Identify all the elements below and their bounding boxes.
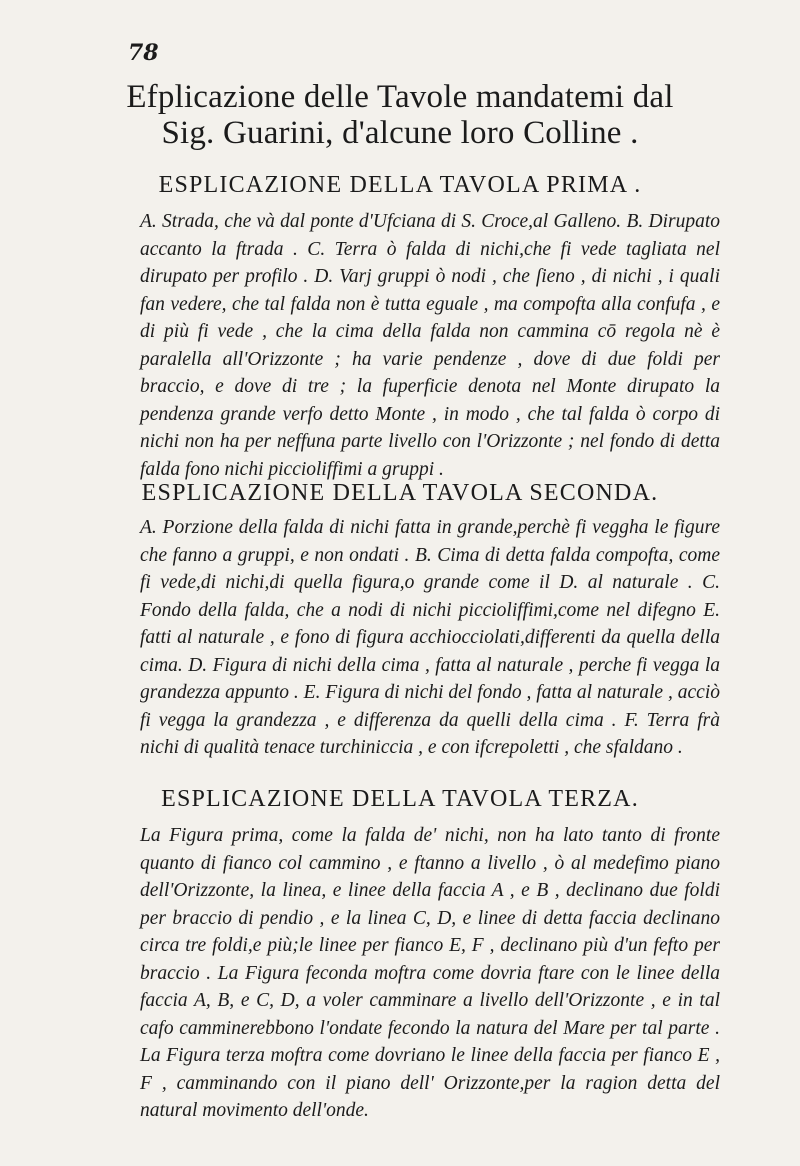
page-number: 78 [128, 40, 159, 66]
section-text-prima: A. Strada, che và dal ponte d'Ufciana di S. Croce,al Galleno. B. Dirupato accanto la ftrada . C. Terra ò falda di nichi,che fi vede tagliata nel dirupato per profilo . D. Varj gruppi ò nodi , che ſieno , di nichi , i quali fan vedere, che tal falda non è tutta eguale , ma compofta alla confufa , e di più fi vede , che la cima della falda non cammina cō regola nè è paralella all'Orizzonte ; ha varie pendenze , dove di due foldi per braccio, e dove di tre ; la fuperficie denota nel Monte dirupato la pendenza grande verfo detto Monte , in modo , che tal falda ò corpo di nichi non ha per neffuna parte livello con l'Orizzonte ; nel fondo di detta falda fono nichi piccioliffimi a gruppi . [140, 211, 720, 480]
section-text-seconda: A. Porzione della falda di nichi fatta in grande,perchè fi veggha le figure che fanno a gruppi, e non ondati . B. Cima di detta falda compofta, come fi vede,di nichi,di quella figura,o grande come il D. al naturale . C. Fondo della falda, che a nodi di nichi piccioliffimi,come nel difegno E. fatti al naturale , e fono di figura acchiocciolati,differenti da quella della cima. D. Figura di nichi della cima , fatta al naturale , perche fi vegga la grandezza appunto . E. Figura di nichi del fondo , fatta al naturale , acciò fi vegga la grandezza , e differenza da quelli della cima . F. Terra frà nichi di qualità tenace turchiniccia , e con ifcrepoletti , che sfaldano . [140, 517, 720, 758]
section-text-terza: La Figura prima, come la falda de' nichi, non ha lato tanto di fronte quanto di fianco col cammino , e ftanno a livello , ò al medefimo piano dell'Orizzonte, la linea, e linee della faccia A , e B , declinano due foldi per braccio di pendio , e la linea C, D, e linee di detta faccia declinano circa tre foldi,e più;le linee per fianco E, F , declinano più d'un fefto per braccio . La Figura feconda moftra come dovria ftare con le linee della faccia A, B, e C, D, a voler camminare a livello dell'Orizzonte , e in tal cafo camminerebbono l'ondate fecondo la natura del Mare per tal parte . La Figura terza moftra come dovriano le linee della faccia per fianco E , F , camminando con il piano dell' Orizzonte,per la ragion detta del natural movimento dell'onde. [140, 825, 720, 1121]
section-heading-seconda: ESPLICAZIONE DELLA TAVOLA SECONDA. [141, 480, 659, 506]
page-title-line-1: Efplicazione delle Tavole mandatemi dal [126, 79, 674, 115]
section-heading-terza: ESPLICAZIONE DELLA TAVOLA TERZA. [161, 786, 639, 812]
page-title-line-2: Sig. Guarini, d'alcune loro Colline . [161, 115, 639, 151]
section-heading-prima: ESPLICAZIONE DELLA TAVOLA PRIMA . [158, 172, 642, 198]
